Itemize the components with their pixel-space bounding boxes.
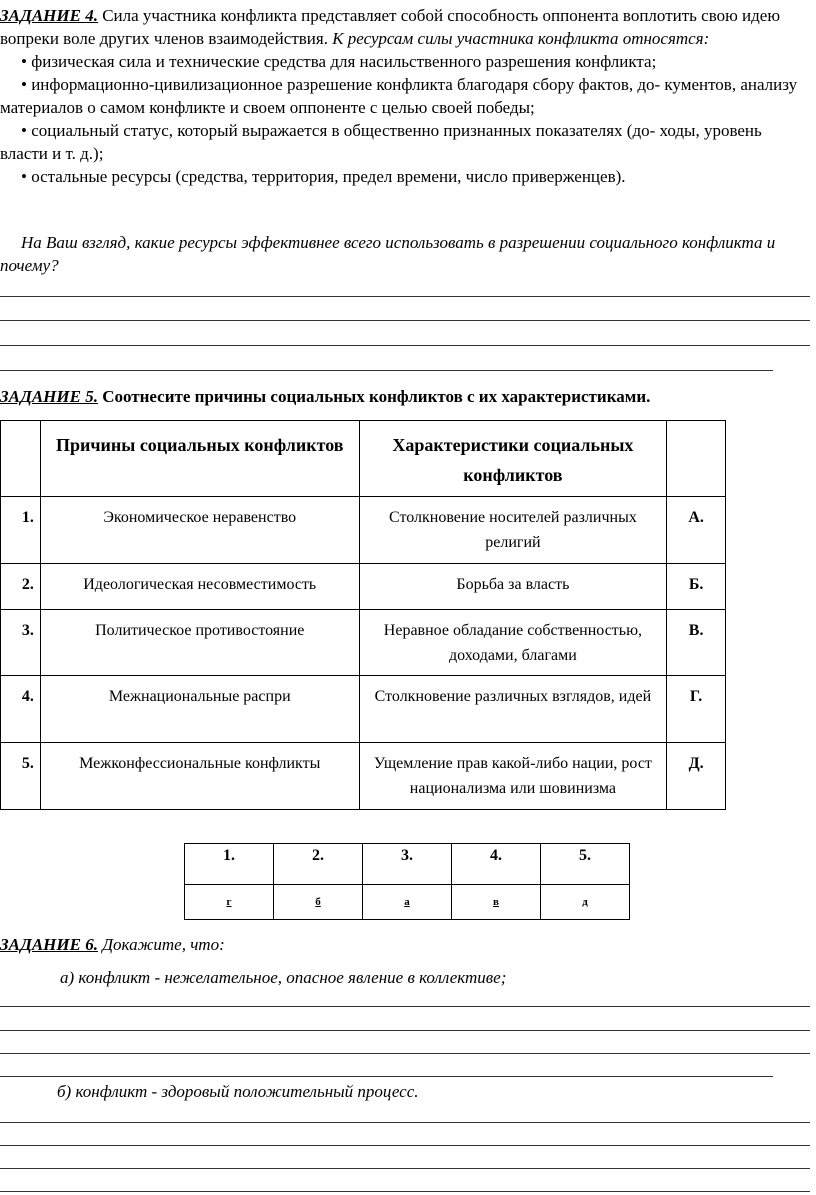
task4-question: На Ваш взгляд, какие ресурсы эффективнее всего использовать в разрешении социального конфликта и почему? — [0, 233, 776, 275]
header-letter-cell — [667, 421, 726, 497]
row-cause: Экономическое неравенство — [40, 497, 359, 564]
answer-header: 4. — [452, 844, 541, 885]
answer-table — [184, 843, 630, 920]
task4-intro — [0, 4, 812, 50]
table-row — [1, 743, 726, 810]
row-characteristic: Столкновение различных взглядов, идей — [359, 676, 667, 743]
answer-header: 1. — [185, 844, 274, 885]
row-cause: Межнациональные распри — [40, 676, 359, 743]
task4-bullet-4: • остальные ресурсы (средства, территория, предел времени, число приверженцев). — [21, 167, 626, 186]
row-cause: Межконфессиональные конфликты — [40, 743, 359, 810]
row-number: 5. — [1, 743, 41, 810]
task6-item-b: б) конфликт - здоровый положительный процесс. — [57, 1082, 419, 1101]
row-letter: Б. — [667, 564, 726, 610]
row-characteristic: Столкновение носителей различных религий — [359, 497, 667, 564]
answer-header-row — [185, 844, 630, 885]
answer-line — [0, 320, 810, 321]
task4-block — [0, 4, 812, 188]
row-letter: Г. — [667, 676, 726, 743]
task4-bullet-2: • информационно-цивилизационное разрешение конфликта благодаря сбору фактов, до- кументов, анализу материалов о самом конфликте и своем оппоненте с целью своей победы; — [0, 75, 798, 117]
task5-title — [0, 385, 650, 408]
header-num-cell — [1, 421, 41, 497]
header-causes: Причины социальных конфликтов — [40, 421, 359, 497]
answer-value: д — [541, 885, 630, 920]
row-letter: Д. — [667, 743, 726, 810]
answer-value: г — [185, 885, 274, 920]
row-letter: В. — [667, 610, 726, 676]
row-characteristic: Борьба за власть — [359, 564, 667, 610]
row-characteristic: Неравное обладание собственностью, доходами, благами — [359, 610, 667, 676]
task4-bullet-3: • социальный статус, который выражается в общественно признанных показателях (до- ходы, уровень власти и т. д.); — [0, 121, 762, 163]
row-cause: Идеологическая несовместимость — [40, 564, 359, 610]
task4-intro-text: Сила участника конфликта представляет собой способность оппонента воплотить свою идею вопреки воле других членов взаимодействия. — [0, 6, 781, 48]
task5-text: Соотнесите причины социальных конфликтов с их характеристиками. — [97, 387, 651, 406]
row-characteristic: Ущемление прав какой-либо нации, рост национализма или шовинизма — [359, 743, 667, 810]
answer-line — [0, 1191, 810, 1192]
answer-value: б — [274, 885, 363, 920]
row-letter: А. — [667, 497, 726, 564]
task6-item-a: а) конфликт - нежелательное, опасное явление в коллективе; — [60, 968, 507, 987]
table-row — [1, 610, 726, 676]
answer-value-row — [185, 885, 630, 920]
task6-title — [0, 933, 225, 956]
answer-line — [0, 1122, 810, 1123]
task5-heading: ЗАДАНИЕ 5. — [0, 387, 98, 406]
answer-value: а — [363, 885, 452, 920]
answer-value: в — [452, 885, 541, 920]
table-row — [1, 497, 726, 564]
table-header-row — [1, 421, 726, 497]
task4-intro-italic: К ресурсам силы участника конфликта относятся: — [332, 29, 710, 48]
answer-header: 3. — [363, 844, 452, 885]
table-row — [1, 564, 726, 610]
answer-header: 5. — [541, 844, 630, 885]
row-number: 2. — [1, 564, 41, 610]
answer-line — [0, 1030, 810, 1031]
row-number: 1. — [1, 497, 41, 564]
task4-heading: ЗАДАНИЕ 4. — [0, 6, 98, 25]
answer-line — [0, 296, 810, 297]
row-number: 3. — [1, 610, 41, 676]
answer-line — [0, 1168, 810, 1169]
task6-heading: ЗАДАНИЕ 6. — [0, 935, 98, 954]
answer-line — [0, 1076, 773, 1077]
causes-table — [0, 420, 726, 810]
task6-text: Докажите, что: — [97, 935, 225, 954]
row-number: 4. — [1, 676, 41, 743]
header-characteristics: Характеристики социальных конфликтов — [359, 421, 667, 497]
answer-line — [0, 345, 810, 346]
answer-line — [0, 1006, 810, 1007]
task4-bullet-1: • физическая сила и технические средства для насильственного разрешения конфликта; — [21, 52, 657, 71]
answer-line — [0, 370, 773, 371]
answer-header: 2. — [274, 844, 363, 885]
answer-line — [0, 1053, 810, 1054]
answer-line — [0, 1145, 810, 1146]
table-row — [1, 676, 726, 743]
row-cause: Политическое противостояние — [40, 610, 359, 676]
